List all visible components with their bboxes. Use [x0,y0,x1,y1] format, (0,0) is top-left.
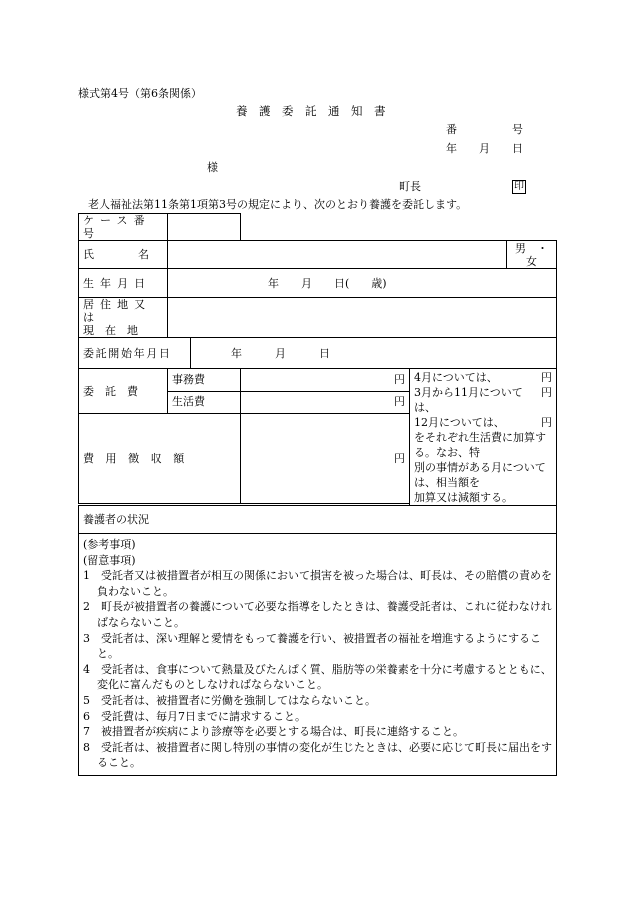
note-item: 8 受託者は、被措置者に関し特別の事情の変化が生じたときは、必要に応じて町長に届出をすること。 [83,740,552,770]
fee-label: 委 託 費 [79,369,168,414]
form-id: 様式第4号（第6条関係） [78,87,202,100]
gender-field[interactable]: 男 ・ 女 [507,241,557,269]
note-item: 1 受託者又は被措置者が相互の関係において損害を被った場合は、町長は、その賠償の責めを負わないこと。 [83,569,552,598]
case-number-label: ケース番号 [79,214,168,241]
collection-label: 費用徴収額 [79,414,241,504]
name-label: 氏 名 [79,241,168,269]
fee-notes: 4月については、 円 3月から11月については、 円 12月については、 円 をそれぞれ生活費に加算する。なお、特 別の事情がある月については、相当額を 加算又は減額する。 [410,369,557,506]
start-date-field[interactable]: 年 月 日 [191,338,557,369]
residence-label: 居住地又は 現 在 地 [79,298,168,338]
note-item: 5 受託者は、被措置者に労働を強制してはならないこと。 [83,693,376,707]
addressee-suffix: 様 [207,161,218,174]
note-item: 2 町長が被措置者の養護について必要な指導をしたときは、養護受託者は、これに従わなければならないこと。 [83,600,552,629]
date-label: 年 月 日 [446,142,523,155]
living-fee-field[interactable]: 円 [241,391,410,414]
office-fee-field[interactable]: 円 [241,369,410,392]
status-label: 養護者の状況 [79,506,557,534]
birthdate-label: 生年月日 [79,269,168,298]
living-fee-label: 生活費 [168,391,241,414]
start-date-label: 委託開始年月日 [79,338,191,369]
note-item: 4 受託者は、食事について熱量及びたんぱく質、脂肪等の栄養素を十分に考慮するとともに、変化に富んだものとしなければならないこと。 [83,662,552,692]
residence-field[interactable] [168,298,557,338]
note-item: 7 被措置者が疾病により診療等を必要とする場合は、町長に連絡すること。 [83,725,464,739]
page-title: 養 護 委 託 通 知 書 [236,104,386,118]
notes-section: (参考事項) (留意事項) 1 受託者又は被措置者が相互の関係において損害を被った場合は、町長は、その賠償の責めを負わないこと。 2 町長が被措置者の養護について必要な指導をしたときは、養護受託者は、これに従わなければならないこと。 3 受託者は、深い理解と愛情をもって養護を行い、被措置者の福祉を増進するようにすること。 4 受託者は、食事について熱量及びたんぱく質、脂肪等の栄養素を十分に考慮するとともに、変化に富んだものとしなければならないこと。 5 受託者は、被措置者に労働を強制してはならないこと。 6 受託費は、毎月7日までに請求すること。 7 被措置者が疾病により診療等を必要とする場合は、町長に連絡すること。 8 受託者は、被措置者に関し特別の事情の変化が生じたときは、必要に応じて町長に届出をすること。 [79,534,557,776]
note-item: 6 受託費は、毎月7日までに請求すること。 [83,709,306,723]
consignment-table [78,213,557,776]
seal-mark: 印 [514,181,524,192]
name-field[interactable] [168,241,507,269]
intro-text: 老人福祉法第11条第1項第3号の規定により、次のとおり養護を委託します。 [88,198,468,211]
collection-field[interactable]: 円 [241,414,410,504]
case-number-field[interactable] [168,214,241,241]
note-item: 3 受託者は、深い理解と愛情をもって養護を行い、被措置者の福祉を増進するようにすること。 [83,631,541,661]
birthdate-field[interactable]: 年 月 日( 歳) [168,269,557,298]
office-fee-label: 事務費 [168,369,241,392]
blank-area [241,214,557,241]
number-label: 番 号 [446,123,523,136]
issuer-label: 町長 [399,180,421,193]
